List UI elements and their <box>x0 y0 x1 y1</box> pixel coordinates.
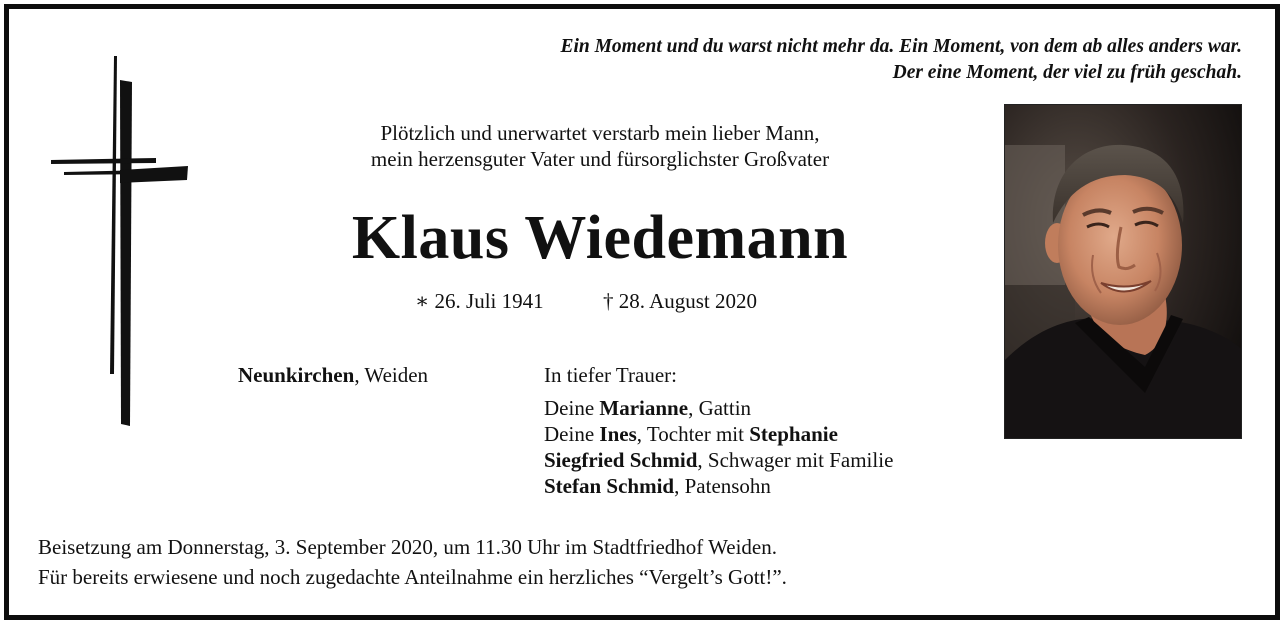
mourners-heading: In tiefer Trauer: <box>544 363 677 387</box>
funeral-info: Beisetzung am Donnerstag, 3. September 2020, um 11.30 Uhr im Stadtfriedhof Weiden. <box>38 535 777 559</box>
cross-icon <box>48 54 192 430</box>
mourner-line <box>544 421 893 447</box>
death-date: † 28. August 2020 <box>603 289 758 313</box>
place-bold: Neunkirchen <box>238 363 355 387</box>
birth-date: ∗ 26. Juli 1941 <box>415 289 544 313</box>
footer-text <box>38 532 787 592</box>
mourner-line <box>544 447 893 473</box>
mourner-relation: , Schwager mit Familie <box>697 448 894 472</box>
intro-line-1: Plötzlich und unerwartet verstarb mein lieber Mann, <box>380 121 820 145</box>
mourner-line <box>544 473 893 499</box>
mourner-name-2: Stephanie <box>749 422 838 446</box>
mourner-pre: Deine <box>544 396 600 420</box>
quote-line-2: Der eine Moment, der viel zu früh geschah. <box>892 62 1242 83</box>
quote-block <box>560 34 1242 86</box>
mourner-relation: , Gattin <box>688 396 752 420</box>
mourner-line <box>544 395 893 421</box>
thanks-line: Für bereits erwiesene und noch zugedachte Anteilnahme ein herzliches “Vergelt’s Gott!”. <box>38 565 787 589</box>
intro-text <box>300 120 900 172</box>
quote-line-1: Ein Moment und du warst nicht mehr da. Ein Moment, von dem ab alles anders war. <box>560 36 1242 57</box>
mourner-name: Ines <box>599 422 637 446</box>
place-rest: , Weiden <box>354 363 429 387</box>
portrait-photo <box>1004 104 1242 439</box>
mourner-name: Marianne <box>599 396 689 420</box>
place-line <box>238 362 428 388</box>
intro-line-2: mein herzensguter Vater und fürsorglichster Großvater <box>370 147 830 171</box>
mourner-name: Stefan Schmid <box>544 474 675 498</box>
mourners-block <box>544 362 893 499</box>
mourner-relation: , Tochter mit <box>636 422 750 446</box>
deceased-name: Klaus Wiedemann <box>351 204 849 272</box>
mourner-relation: , Patensohn <box>674 474 771 498</box>
mourner-name: Siegfried Schmid <box>544 448 698 472</box>
mourner-pre: Deine <box>544 422 600 446</box>
